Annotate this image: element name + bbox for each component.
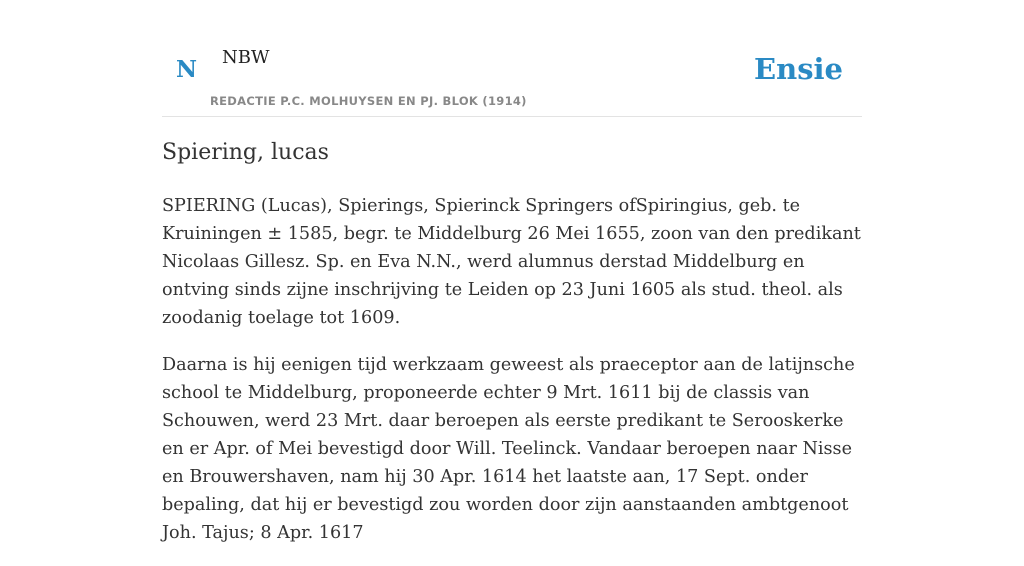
article-paragraph: Daarna is hij eenigen tijd werkzaam geweest als praeceptor aan de latijnsche school te Middelburg, proponeerde echter 9 Mrt. 1611 bij de classis van Schouwen, werd 23 Mrt. daar beroepen als eerste predikant te Serooskerke en er Apr. of Mei bevestigd door Will. Teelinck. Vandaar beroepen naar Nisse en Brouwershaven, nam hij 30 Apr. 1614 het laatste aan, 17 Sept. onder bepaling, dat hij er bevestigd zou worden door zijn aanstaanden ambtgenoot Joh. Tajus; 8 Apr. 1617 <box>162 355 855 543</box>
source-subtitle: REDACTIE P.C. MOLHUYSEN EN PJ. BLOK (1914) <box>210 94 527 108</box>
brand-logo[interactable]: Ensie <box>754 52 843 86</box>
source-name[interactable]: NBW <box>222 47 270 68</box>
source-logo-icon[interactable]: N <box>176 56 198 83</box>
article-title: Spiering, lucas <box>162 140 329 165</box>
article-body <box>162 192 862 566</box>
header <box>162 0 862 117</box>
article-paragraph: SPIERING (Lucas), Spierings, Spierinck Springers ofSpiringius, geb. te Kruiningen ± 1585, begr. te Middelburg 26 Mei 1655, zoon van den predikant Nicolaas Gillesz. Sp. en Eva N.N., werd alumnus derstad Middelburg en ontving sinds zijne inschrijving te Leiden op 23 Juni 1605 als stud. theol. als zoodanig toelage tot 1609. <box>162 196 861 328</box>
